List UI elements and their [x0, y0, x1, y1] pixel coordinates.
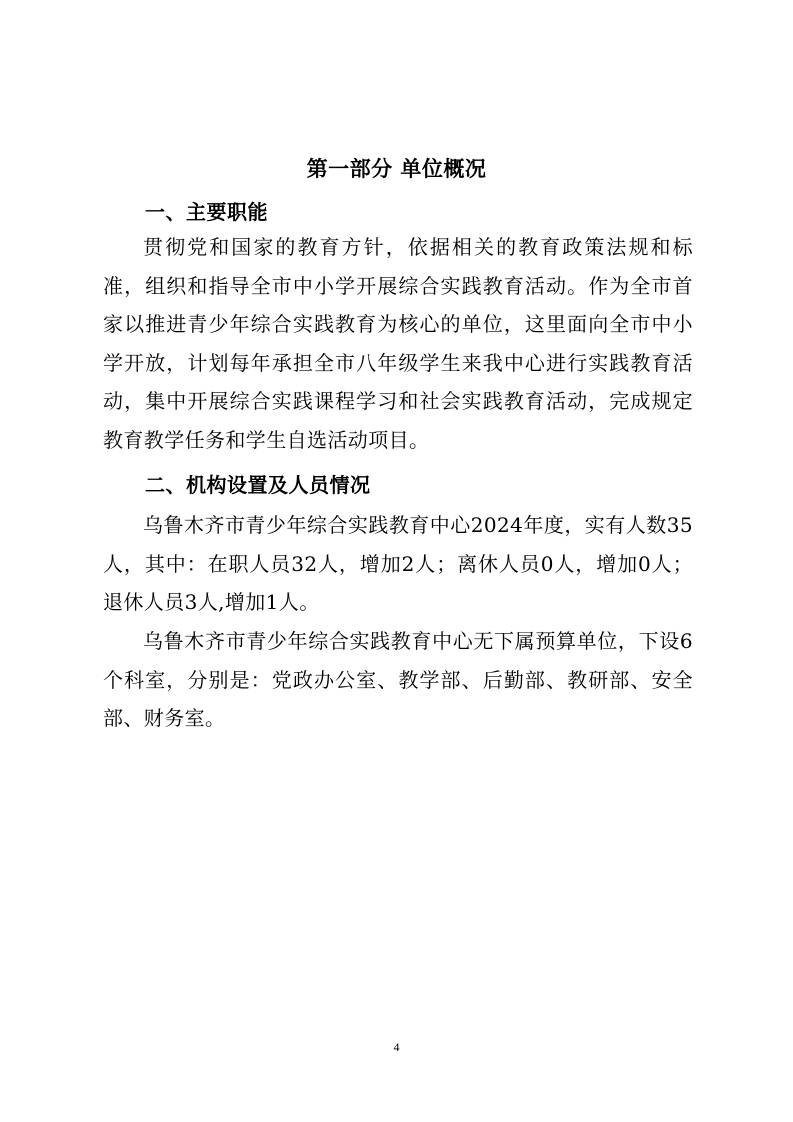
main-functions-paragraph: 贯彻党和国家的教育方针，依据相关的教育政策法规和标准，组织和指导全市中小学开展综合实践教育活动。作为全市首家以推进青少年综合实践教育为核心的单位，这里面向全市中小学开放，计划每年承担全市八年级学生来我中心进行实践教育活动，集中开展综合实践课程学习和社会实践教育活动，完成规定教育教学任务和学生自选活动项目。: [103, 235, 693, 452]
section-heading-main-functions: 一、主要职能: [145, 200, 268, 224]
staff-paragraph: 乌鲁木齐市青少年综合实践教育中心2024年度，实有人数35人，其中：在职人员32人，增加2人；离休人员0人，增加0人；退休人员3人,增加1人。: [103, 513, 693, 614]
section-heading-organization-staff: 二、机构设置及人员情况: [145, 473, 371, 497]
page-title: 第一部分 单位概况: [306, 157, 487, 181]
page-number: 4: [393, 1040, 400, 1054]
departments-paragraph: 乌鲁木齐市青少年综合实践教育中心无下属预算单位，下设6个科室，分别是：党政办公室、教学部、后勤部、教研部、安全部、财务室。: [103, 629, 693, 730]
